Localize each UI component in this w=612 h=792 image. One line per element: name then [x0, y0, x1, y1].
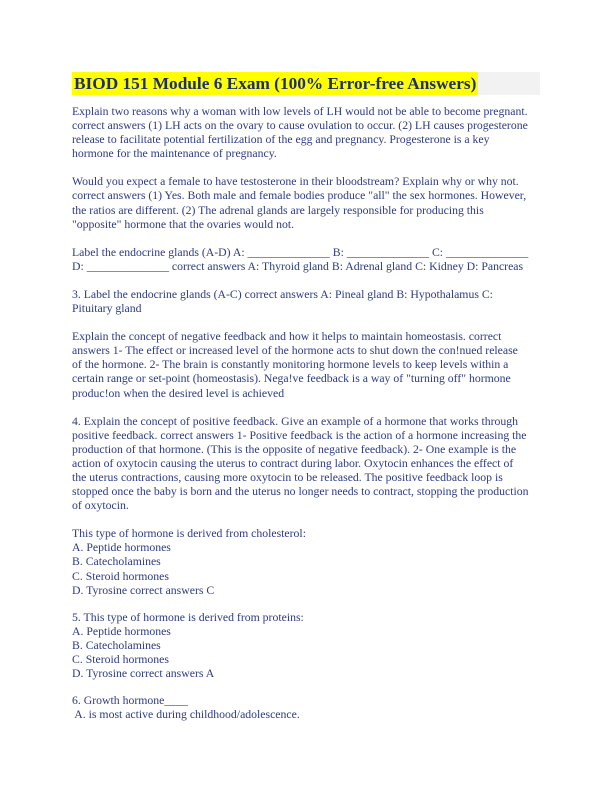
text-line: action of oxytocin causing the uterus to contract during labor. Oxytocin enhances the effect of: [72, 456, 514, 470]
question-positive-feedback: [72, 415, 540, 514]
question-cholesterol-hormone: [72, 527, 540, 597]
answer-option: D. Tyrosine correct answers C: [72, 583, 215, 597]
text-line: hormone for the maintenance of pregnancy.: [72, 147, 277, 161]
text-line: release to facilitate potential fertilization of the egg and pregnancy. Progesterone is a key: [72, 133, 490, 147]
text-line: of oxytocin.: [72, 499, 129, 513]
question-stem: This type of hormone is derived from cholesterol:: [72, 527, 306, 541]
answer-option: C. Steroid hormones: [72, 653, 169, 666]
answer-option: D. Tyrosine correct answers A: [72, 667, 215, 681]
text-line: of the hormone. 2- The brain is constantly monitoring hormone levels to keep levels within a: [72, 358, 509, 372]
question-testosterone: [72, 175, 540, 231]
text-line: 4. Explain the concept of positive feedback. Give an example of a hormone that works through: [72, 414, 519, 428]
text-line: produc!on when the desired level is achieved: [72, 386, 285, 400]
answer-option: A. Peptide hormones: [72, 541, 171, 555]
text-line: Would you expect a female to have testosterone in their bloodstream? Explain why or why not.: [72, 175, 519, 189]
document-title: BIOD 151 Module 6 Exam (100% Error-free Answers): [74, 74, 477, 93]
text-line: production of that hormone. (This is the opposite of negative feedback). 2- One example is the: [72, 442, 517, 456]
text-line: certain range or set-point (homeostasis). Nega!ve feedback is a way of "turning off" hormone: [72, 372, 511, 386]
text-line: correct answers (1) LH acts on the ovary to cause ovulation to occur. (2) LH causes progesterone: [72, 119, 528, 133]
text-line: "opposite" hormone that the ovaries would not.: [72, 217, 295, 231]
text-line: positive feedback. correct answers 1- Positive feedback is the action of a hormone increasing the: [72, 428, 527, 442]
text-line: correct answers (1) Yes. Both male and female bodies produce "all" the sex hormones. However,: [72, 189, 527, 203]
question-stem: 6. Growth hormone____: [72, 694, 188, 708]
question-lh-pregnancy: [72, 105, 540, 161]
text-line: the uterus contractions, causing more oxytocin to be released. The positive feedback loop is: [72, 470, 503, 484]
text-line: answers 1- The effect or increased level of the hormone acts to shut down the con!nued release: [72, 344, 518, 358]
answer-option: C. Steroid hormones: [72, 569, 169, 583]
text-line: 3. Label the endocrine glands (A-C) correct answers A: Pineal gland B: Hypothalamus C:: [72, 287, 493, 301]
question-growth-hormone: [72, 694, 540, 722]
text-line: the ratios are different. (2) The adrenal glands are largely responsible for producing this: [72, 203, 484, 217]
text-line: Explain two reasons why a woman with low levels of LH would not be able to become pregnant.: [72, 105, 528, 118]
text-line: Explain the concept of negative feedback and how it helps to maintain homeostasis. correct: [72, 330, 502, 344]
text-line: Label the endocrine glands (A-D) A: ______________ B: ______________ C: ______________: [72, 245, 529, 259]
text-line: stopped once the baby is born and the uterus no longer needs to contract, stopping the production: [72, 485, 529, 499]
question-negative-feedback: [72, 330, 540, 400]
answer-option: B. Catecholamines: [72, 638, 161, 652]
answer-option: B. Catecholamines: [72, 555, 161, 569]
text-line: Pituitary gland: [72, 302, 142, 316]
question-label-glands-a-c: [72, 288, 540, 316]
answer-option: A. is most active during childhood/adolescence.: [72, 708, 300, 722]
question-protein-hormone: [72, 611, 540, 681]
text-line: D: ______________ correct answers A: Thyroid gland B: Adrenal gland C: Kidney D: Pancreas: [72, 259, 524, 273]
question-stem: 5. This type of hormone is derived from proteins:: [72, 610, 304, 624]
title-bar: [72, 72, 540, 95]
answer-option: A. Peptide hormones: [72, 624, 171, 638]
question-label-glands-a-d: [72, 246, 540, 274]
